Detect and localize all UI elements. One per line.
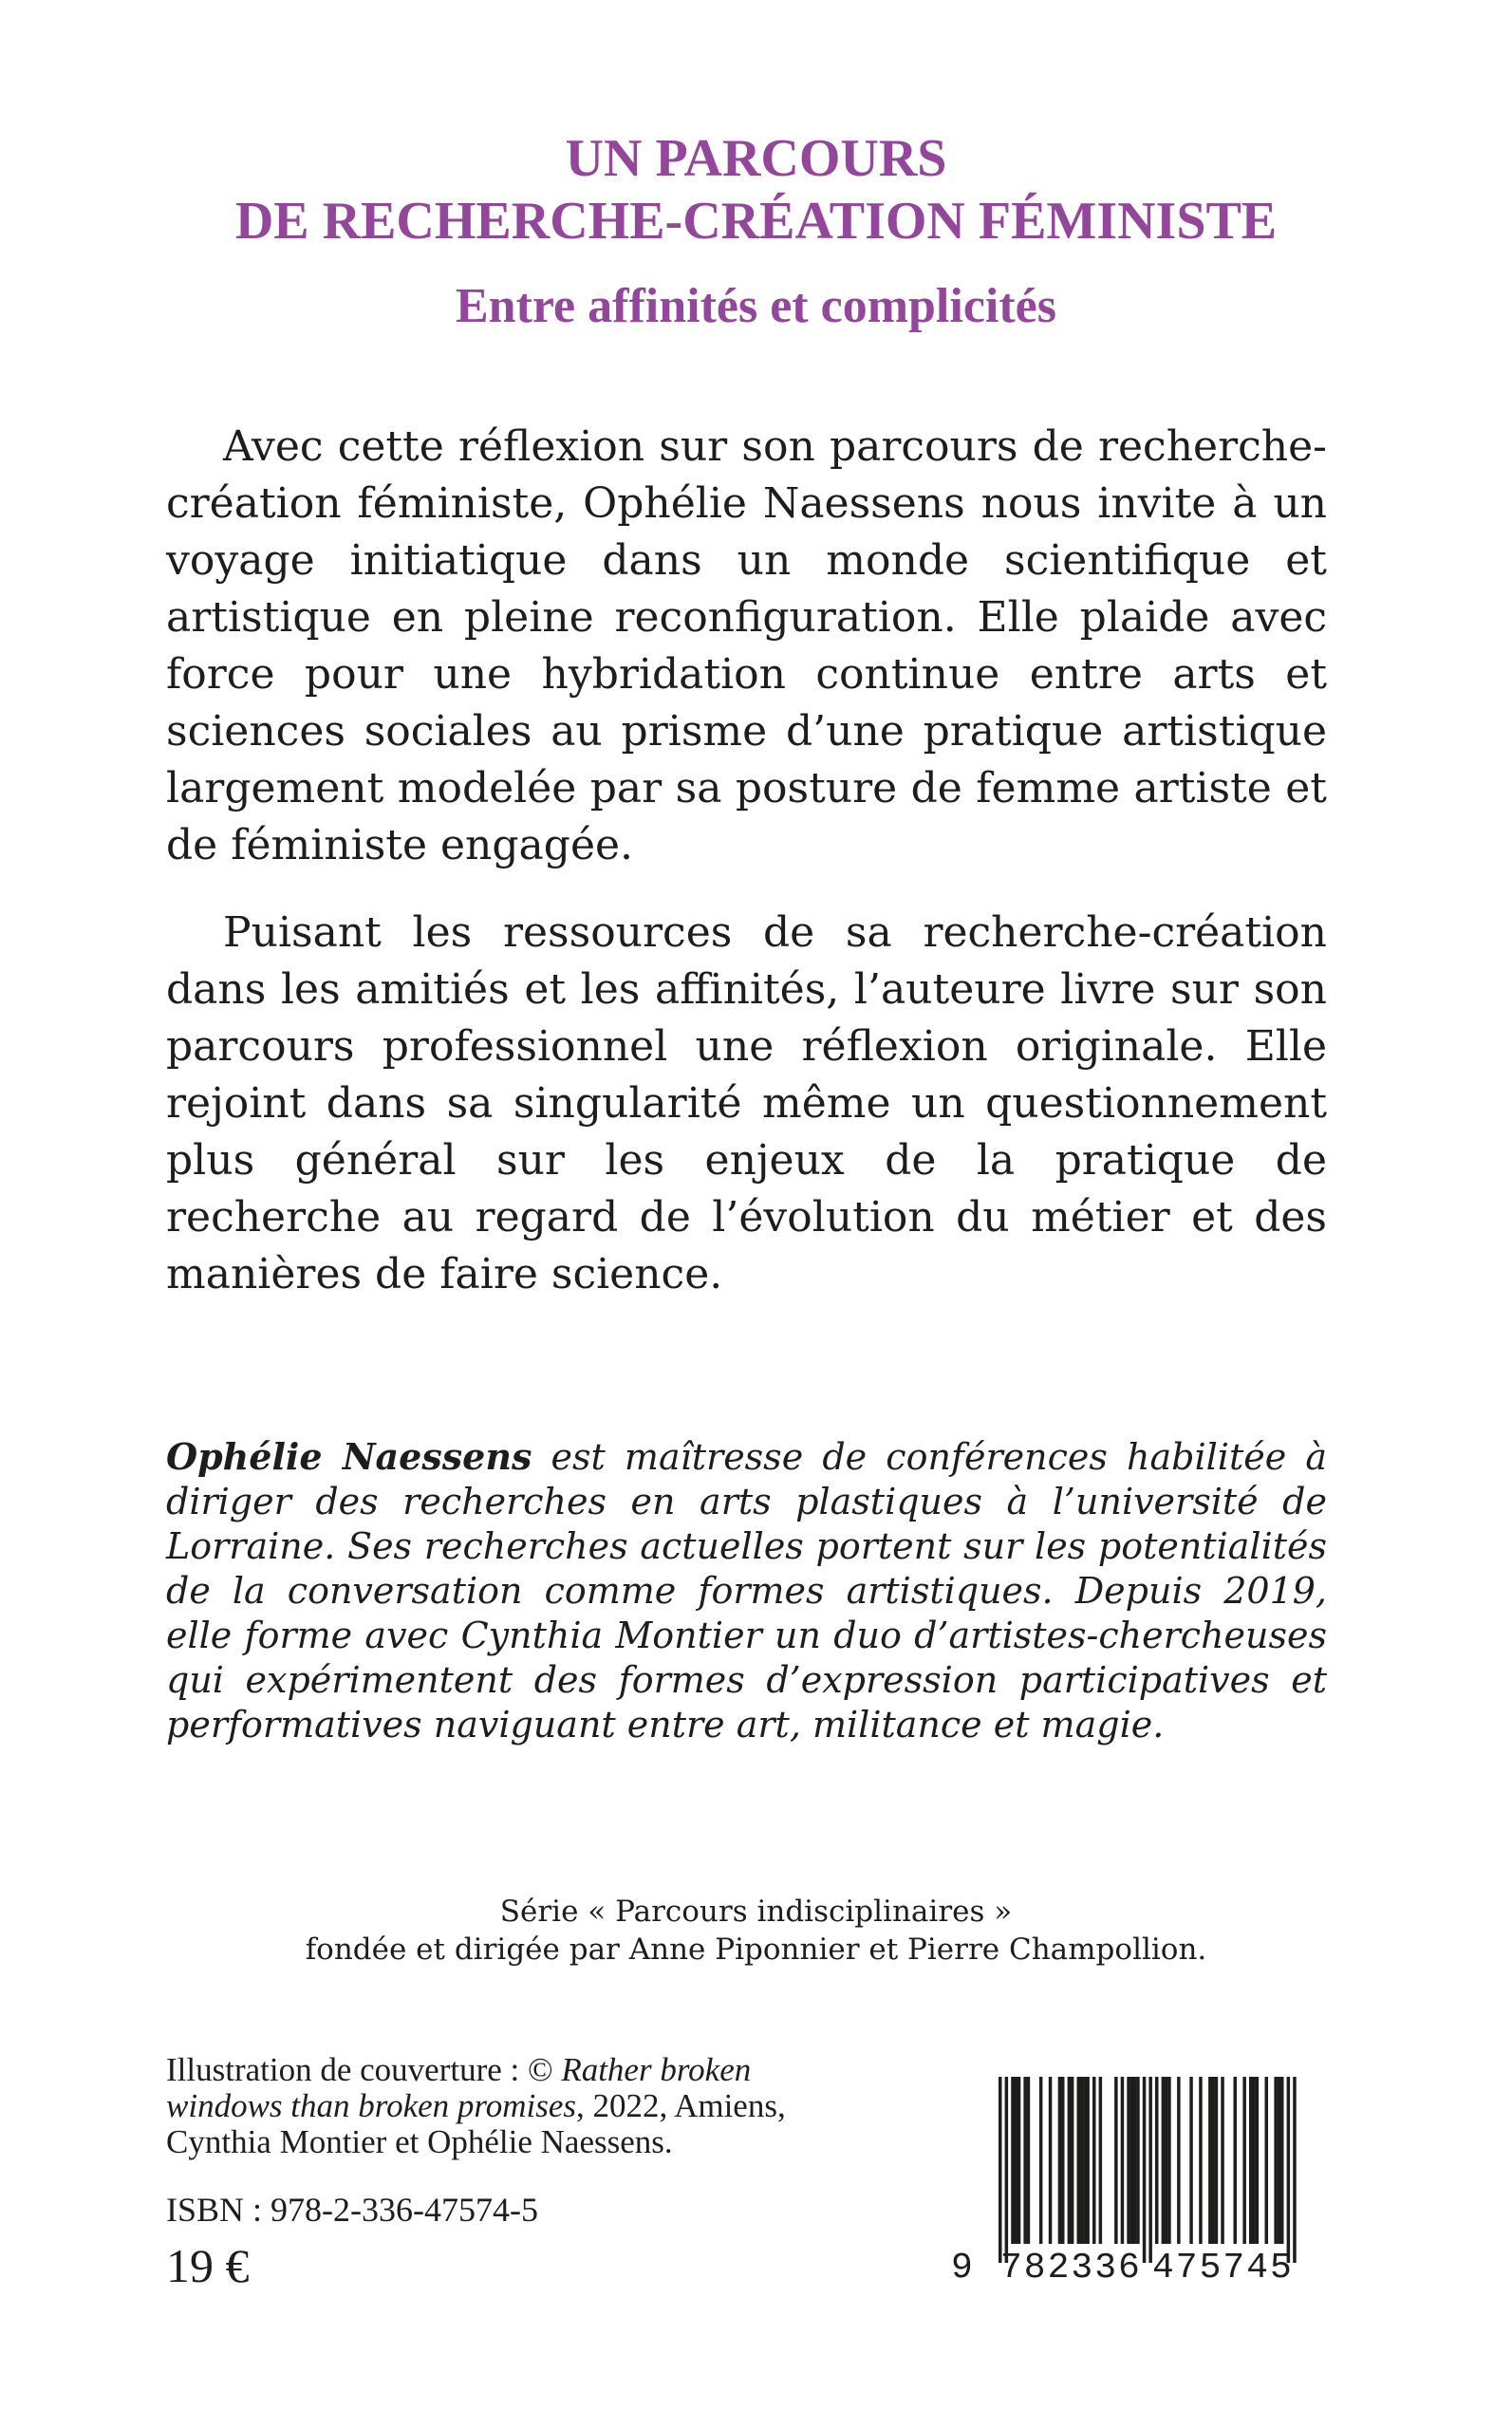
author-bio-text: est maîtresse de conférences habilitée à diriger des recherches en arts plastiques à l’université de Lorraine. Ses recherches actuelles portent sur les potentialités de la conversation comme formes artistiques. Depuis 2019, elle forme avec Cynthia Montier un duo d’artistes-chercheuses qui expérimentent des formes d’expression participatives et performatives naviguant entre art, militance et magie. [166, 1436, 1327, 1746]
barcode-bar [1068, 2077, 1072, 2244]
barcode-digits-left: 782336 [1000, 2248, 1142, 2288]
barcode-bar [1005, 2077, 1009, 2263]
barcode-bar [1077, 2077, 1081, 2244]
barcode-bar [1071, 2077, 1074, 2244]
barcode-bar [1130, 2077, 1134, 2244]
barcode-bar [1058, 2077, 1062, 2244]
barcode-bar [1155, 2077, 1159, 2244]
isbn: ISBN : 978-2-336-47574-5 [166, 2191, 538, 2229]
barcode-bar [1177, 2077, 1181, 2244]
barcode-digits-right: 475745 [1152, 2248, 1294, 2288]
series-line-2: fondée et dirigée par Anne Piponnier et Pierre Champollion. [305, 1933, 1207, 1967]
author-name: Ophélie Naessens [166, 1435, 532, 1478]
series-line-1: Série « Parcours indisciplinaires » [499, 1895, 1013, 1929]
barcode-bar [1278, 2077, 1281, 2244]
barcode-bar [1136, 2077, 1140, 2244]
barcode-bar [1215, 2077, 1219, 2244]
price: 19 € [166, 2239, 250, 2292]
barcode-bar [1039, 2077, 1043, 2244]
barcode-bar [999, 2077, 1002, 2263]
barcode-bar [1015, 2077, 1018, 2244]
barcode-bar [1211, 2077, 1215, 2244]
title-line-2: DE RECHERCHE-CRÉATION FÉMINISTE [234, 192, 1278, 251]
barcode-digit-first: 9 [951, 2248, 973, 2288]
credit-work-title-1: Rather broken [561, 2051, 752, 2088]
barcode-bar [1280, 2077, 1284, 2244]
barcode-bar [1083, 2077, 1087, 2244]
barcode-bar [1165, 2077, 1168, 2244]
barcode-bar [1189, 2077, 1193, 2244]
barcode-bar [1114, 2077, 1118, 2244]
credit-suffix: , 2022, Amiens, [576, 2087, 786, 2124]
summary-paragraph-2: Puisant les ressources de sa recherche-création dans les amitiés et les affinités, l’auteure livre sur son parcours professionnel une réflexion originale. Elle rejoint dans sa singularité même un questionnement plus général sur les enjeux de la pratique de recherche au regard de l’évolution du métier et des manières de faire science. [166, 908, 1327, 1298]
credit-line-1 [166, 2052, 849, 2088]
barcode-bar [1199, 2077, 1203, 2244]
author-bio [166, 1434, 1327, 1747]
credit-work-title-2: windows than broken promises [166, 2087, 576, 2124]
barcode-bar [1249, 2077, 1253, 2244]
barcode-bar [1092, 2077, 1096, 2244]
barcode-bar [1080, 2077, 1084, 2244]
barcode-bar [1162, 2077, 1166, 2244]
barcode-bar [1252, 2077, 1256, 2244]
barcode-bar [1234, 2077, 1238, 2244]
barcode-bar [1027, 2077, 1031, 2244]
credit-line-3: Cynthia Montier et Ophélie Naessens. [166, 2123, 673, 2160]
barcode-bar [1167, 2077, 1171, 2244]
barcode-bar [1274, 2077, 1278, 2244]
barcode-bar [1208, 2077, 1212, 2244]
credit-line-2 [166, 2088, 849, 2124]
barcode-bar [1133, 2077, 1137, 2244]
barcode-bar [1049, 2077, 1053, 2244]
barcode-bar [1017, 2077, 1021, 2244]
barcode-bar [1221, 2077, 1224, 2244]
barcode-bar [1061, 2077, 1065, 2244]
subtitle: Entre affinités et complicités [456, 279, 1056, 333]
barcode-bar [1086, 2077, 1090, 2244]
barcode-bar [1121, 2077, 1125, 2244]
barcode-bar [1011, 2077, 1015, 2244]
barcode-bar [1242, 2077, 1246, 2244]
barcode-bar [1099, 2077, 1103, 2244]
summary-paragraph-1: Avec cette réflexion sur son parcours de recherche-création féministe, Ophélie Naessens nous invite à un voyage initiatique dans un monde scientifique et artistique en pleine reconfiguration. Elle plaide avec force pour une hybridation continue entre arts et sciences sociales au prisme d’une pratique artistique largement modelée par sa posture de femme artiste et de féministe engagée. [166, 422, 1327, 869]
barcode-bar [1256, 2077, 1260, 2244]
barcode-bar [1148, 2077, 1152, 2263]
barcode-bar [1143, 2077, 1147, 2263]
barcode-bar [1293, 2077, 1297, 2263]
credit-prefix: Illustration de couverture : © [166, 2051, 562, 2088]
barcode-bar [1023, 2077, 1027, 2244]
title-line-1: UN PARCOURS [565, 129, 947, 188]
barcode-bar [1287, 2077, 1291, 2263]
barcode-bar [1127, 2077, 1130, 2244]
barcode-bar [1265, 2077, 1269, 2244]
